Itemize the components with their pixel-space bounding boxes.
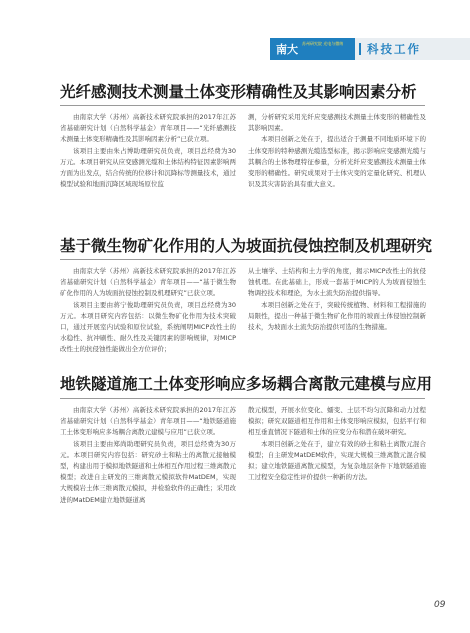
article-title-2: 基于微生物矿化作用的人为坡面抗侵蚀控制及机理研究	[60, 237, 433, 255]
paragraph: 本项目创新之处在于，突破传统植物、材料和工程措施的局限性，提出一种基于微生物矿化作用的坡面土体侵蚀控制新技术，为坡面水土流失防治提供可选的生物措施。	[248, 300, 426, 332]
article-1-right-column	[248, 112, 426, 190]
article-divider-1	[60, 105, 425, 106]
article-2-left-column	[60, 266, 236, 356]
paragraph: 本项目创新之处在于，提出适合于测量不同地质环境下的土体变形的特种感测光缆选型标准，揭示影响应变感测光缆与其耦合的土体物理特征参量，分析光纤应变感测技术测量土体变形的精确性。研究成果对于土体灾变的定量化研究、机理认识及其灾害防治具有重大意义。	[248, 135, 426, 189]
section-label-box	[355, 38, 470, 60]
institute-logo: 南大	[276, 43, 298, 56]
article-3-right-column	[248, 405, 426, 483]
article-1-left-column	[60, 112, 236, 190]
paragraph: 散元模型，开展水位变化、蠕变、土层不均匀沉降和动力过程模拟；研究双隧道相互作用和土体变形响应模拟，包括平行和相互垂直情况下隧道和土体的应变分布和潜在破坏研究。	[248, 406, 426, 437]
article-title-1: 光纤感测技术测量土体变形精确性及其影响因素分析	[60, 83, 417, 101]
article-divider-3	[60, 398, 425, 399]
article-title-3: 地铁隧道施工土体变形响应多场耦合离散元建模与应用	[60, 375, 433, 393]
header-logo-box	[270, 38, 355, 60]
article-3-left-column	[60, 405, 236, 506]
paragraph: 该项目主要由朱占博助理研究员负责，项目总经费为30万元。本项目研究从应变感测光缆和土体结构特征因素影响两方面为出发点，结合传统的位移计和沉降标等测量技术，通过模型试验和地面沉降区域现场原位监	[60, 146, 236, 189]
paragraph: 从土壤学、土结构和土力学的角度，揭示MICP改性土的抗侵蚀机理。在此基础上，形成一套基于MICP的人为坡面侵蚀生物调控技术和理论，为水土流失防治提供指导。	[248, 267, 426, 298]
paragraph: 由南京大学（苏州）高新技术研究院承担的2017年江苏省基础研究计划（自然科学基金）青年项目——“光纤感测技术测量土体变形精确性及其影响因素分析”已获立项。	[60, 113, 236, 144]
institute-logo-subtext: 苏州研究院 光电与微纳	[302, 41, 344, 46]
paragraph: 该项目主要由郑尚助理研究员负责，项目总经费为30万元。本项目研究内容包括：研究砂土和粘土的离散元接触模型，构建出用于模拟地铁隧道和土体相互作用过程三维离散元模型；改进自主研发的三维离散元模拟软件MatDEM，实现大规模岩土体三维离散元模拟，并检验软件的正确性；采用改进的MatDEM建立地铁隧道离	[60, 439, 236, 504]
section-marker	[359, 43, 361, 55]
page-header	[270, 38, 470, 60]
section-title: 科技工作	[367, 42, 421, 56]
page-number: 09	[434, 600, 446, 610]
article-divider-2	[60, 259, 425, 260]
article-2-right-column	[248, 266, 426, 333]
paragraph: 该项目主要由蒋宁俊助理研究员负责，项目总经费为30万元。本项目研究内容包括：以微生物矿化作用为技术突破口，通过开展室内试验和原位试验，系统阐明MICP改性土的水稳性、抗冲刷性、耐久性及关键因素的影响规律，对MICP改性土的抗侵蚀性能做出全方位评价；	[60, 300, 236, 354]
paragraph: 本项目创新之处在于，建立有效的砂土和粘土离散元混合模型；自主研发MatDEM软件，实现大规模三维离散元混合模拟；建立地铁隧道离散元模型，为复杂地层条件下地铁隧道施工过程安全稳定性评价提供一种新的方法。	[248, 439, 426, 482]
paragraph: 由南京大学（苏州）高新技术研究院承担的2017年江苏省基础研究计划（自然科学基金）青年项目——“基于微生物矿化作用的人为坡面抗侵蚀控制及机理研究”已获立项。	[60, 267, 236, 298]
paragraph: 由南京大学（苏州）高新技术研究院承担的2017年江苏省基础研究计划（自然科学基金）青年项目——“地铁隧道施工土体变形响应多场耦合离散元建模与应用”已获立项。	[60, 406, 236, 437]
paragraph: 测，分析研究采用光纤应变感测技术测量土体变形的精确性及其影响因素。	[248, 113, 426, 133]
